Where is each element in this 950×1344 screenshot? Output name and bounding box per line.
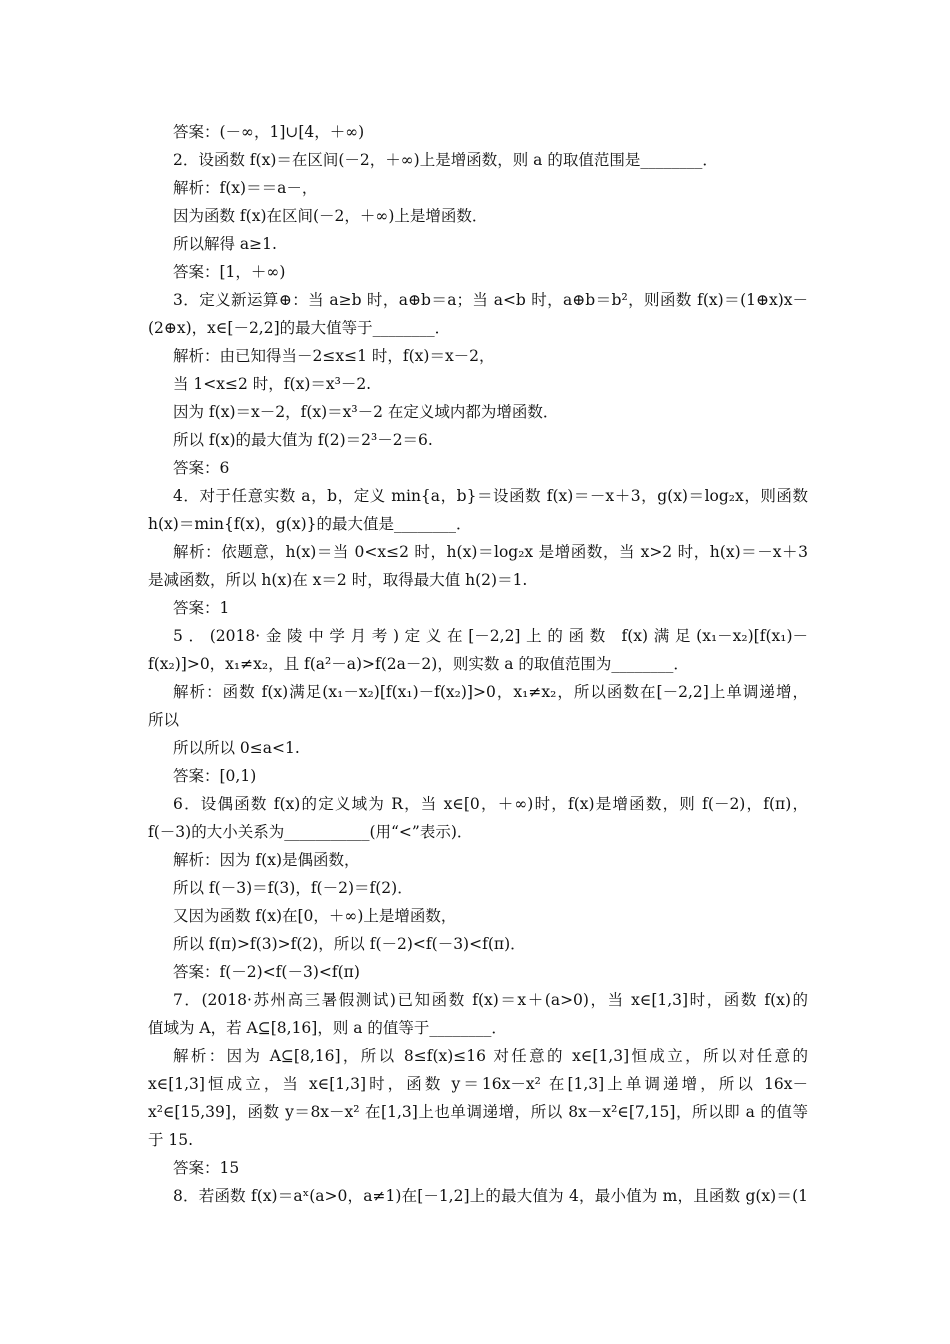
problem-4-line: 4．对于任意实数 a，b，定义 min{a，b}＝设函数 f(x)＝－x＋3，g(x)＝log₂x，则函数: [173, 487, 808, 505]
problem-7-line: 值域为 A，若 A⊆[8,16]，则 a 的值等于________．: [148, 1019, 507, 1037]
text-line: 是减函数，所以 h(x)在 x＝2 时，取得最大值 h(2)＝1.: [148, 571, 528, 589]
problem-5-line: 5．(2018·金陵中学月考)定义在[－2,2]上的函数 f(x)满足(x₁－x₂)[f(x₁)－: [173, 627, 808, 645]
text-line: x∈[1,3]恒成立，当 x∈[1,3]时，函数 y＝16x－x² 在[1,3]上单调递增，所以 16x－: [148, 1075, 808, 1093]
answer-line: 答案：(－∞，1]∪[4，＋∞): [173, 123, 365, 141]
answer-line: 答案：[1，＋∞): [173, 263, 286, 281]
answer-line: 答案：1: [173, 599, 230, 617]
answer-line: 答案：f(－2)<f(－3)<f(π): [173, 963, 360, 981]
analysis-line: 解析：f(x)＝＝a－，: [173, 179, 318, 197]
text-line: 所以 f(π)>f(3)>f(2)，所以 f(－2)<f(－3)<f(π)．: [173, 935, 526, 953]
analysis-line: 解析：因为 A⊆[8,16]，所以 8≤f(x)≤16 对任意的 x∈[1,3]恒成立，所以对任意的: [173, 1047, 808, 1065]
text-line: 因为函数 f(x)在区间(－2，＋∞)上是增函数．: [173, 207, 488, 225]
answer-line: 答案：[0,1): [173, 767, 257, 785]
problem-7-line: 7．(2018·苏州高三暑假测试)已知函数 f(x)＝x＋(a>0)，当 x∈[1,3]时，函数 f(x)的: [173, 991, 808, 1009]
text-line: 因为 f(x)＝x－2，f(x)＝x³－2 在定义域内都为增函数．: [173, 403, 559, 421]
problem-5-line: f(x₂)]>0，x₁≠x₂，且 f(a²－a)>f(2a－2)，则实数 a 的取值范围为________．: [148, 655, 689, 673]
problem-3-line: 3．定义新运算⊕：当 a≥b 时，a⊕b＝a；当 a<b 时，a⊕b＝b²，则函数 f(x)＝(1⊕x)x－: [173, 291, 808, 309]
text-line: 所以: [148, 711, 180, 729]
problem-3-line: (2⊕x)，x∈[－2,2]的最大值等于________．: [148, 319, 451, 337]
text-line: 当 1<x≤2 时，f(x)＝x³－2.: [173, 375, 372, 393]
text-line: 于 15.: [148, 1131, 194, 1149]
problem-6-line: f(－3)的大小关系为___________(用“<”表示)．: [148, 823, 473, 841]
analysis-line: 解析：依题意，h(x)＝当 0<x≤2 时，h(x)＝log₂x 是增函数，当 x>2 时，h(x)＝－x＋3: [173, 543, 808, 561]
analysis-line: 解析：函数 f(x)满足(x₁－x₂)[f(x₁)－f(x₂)]>0，x₁≠x₂，所以函数在[－2,2]上单调递增，: [173, 683, 808, 701]
problem-8-line: 8．若函数 f(x)＝aˣ(a>0，a≠1)在[－1,2]上的最大值为 4，最小值为 m，且函数 g(x)＝(1: [173, 1187, 808, 1205]
text-line: 所以 f(x)的最大值为 f(2)＝2³－2＝6.: [173, 431, 433, 449]
analysis-line: 解析：因为 f(x)是偶函数，: [173, 851, 360, 869]
text-line: 又因为函数 f(x)在[0，＋∞)上是增函数，: [173, 907, 457, 925]
answer-line: 答案：6: [173, 459, 230, 477]
text-line: 所以解得 a≥1.: [173, 235, 277, 253]
problem-6-line: 6．设偶函数 f(x)的定义域为 R，当 x∈[0，＋∞)时，f(x)是增函数，则 f(－2)，f(π)，: [173, 795, 808, 813]
text-line: 所以 f(－3)＝f(3)，f(－2)＝f(2)．: [173, 879, 413, 897]
text-line: x²∈[15,39]，函数 y＝8x－x² 在[1,3]上也单调递增，所以 8x－x²∈[7,15]，所以即 a 的值等: [148, 1103, 808, 1121]
problem-2-line: 2．设函数 f(x)＝在区间(－2，＋∞)上是增函数，则 a 的取值范围是________．: [173, 151, 718, 169]
text-line: 所以所以 0≤a<1.: [173, 739, 300, 757]
analysis-line: 解析：由已知得当－2≤x≤1 时，f(x)＝x－2，: [173, 347, 495, 365]
problem-4-line: h(x)＝min{f(x)，g(x)}的最大值是________．: [148, 515, 472, 533]
answer-line: 答案：15: [173, 1159, 240, 1177]
